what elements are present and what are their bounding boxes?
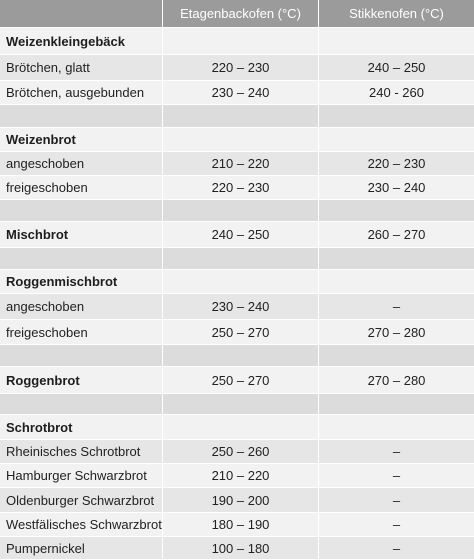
etagen-value: 180 – 190 (163, 513, 319, 536)
etagen-value (163, 394, 319, 414)
table-row (0, 222, 474, 248)
row-label: freigeschoben (0, 320, 163, 344)
stikken-value (319, 128, 474, 151)
etagen-value: 210 – 220 (163, 152, 319, 175)
stikken-value: 260 – 270 (367, 227, 426, 242)
stikken-value (319, 248, 474, 269)
table-row (0, 128, 474, 152)
table-header (0, 0, 474, 28)
table-spacer-row (0, 105, 474, 128)
table-row (0, 367, 474, 394)
row-label (0, 345, 163, 366)
stikken-value: 240 – 250 (367, 60, 426, 75)
stikken-value (319, 270, 474, 293)
row-label: Mischbrot (0, 222, 163, 247)
table-row (0, 152, 474, 176)
etagen-value: 250 – 270 (163, 367, 319, 393)
etagen-value (163, 270, 319, 293)
table-spacer-row (0, 345, 474, 367)
table-row (0, 320, 474, 345)
row-label: Brötchen, glatt (0, 55, 163, 80)
row-label: Pumpernickel (0, 537, 163, 559)
stikken-value: – (392, 468, 401, 483)
stikken-value (319, 105, 474, 127)
row-label (0, 248, 163, 269)
stikken-value (319, 200, 474, 221)
etagen-value (163, 345, 319, 366)
table-spacer-row (0, 248, 474, 270)
stikken-value: 240 - 260 (369, 85, 424, 100)
etagen-value: 210 – 220 (163, 464, 319, 487)
table-row (0, 513, 474, 537)
table-row (0, 464, 474, 488)
row-label: Schrotbrot (0, 415, 163, 439)
stikken-value (319, 415, 474, 439)
header-stikkenofen: Stikkenofen (°C) (349, 6, 444, 21)
table-row (0, 488, 474, 513)
header-label-column (0, 0, 163, 27)
stikken-value: – (392, 444, 401, 459)
table-row (0, 176, 474, 200)
etagen-value: 230 – 240 (163, 81, 319, 104)
row-label: Westfälisches Schwarzbrot (0, 513, 163, 536)
etagen-value: 220 – 230 (163, 176, 319, 199)
row-label (0, 105, 163, 127)
table-row (0, 415, 474, 440)
stikken-value (319, 394, 474, 414)
table-spacer-row (0, 200, 474, 222)
row-label: angeschoben (0, 152, 163, 175)
etagen-value (163, 415, 319, 439)
stikken-value: 270 – 280 (367, 324, 426, 340)
etagen-value (163, 105, 319, 127)
etagen-value (163, 28, 319, 54)
row-label: Rheinisches Schrotbrot (0, 440, 163, 463)
row-label: freigeschoben (0, 176, 163, 199)
etagen-value (163, 200, 319, 221)
etagen-value: 230 – 240 (163, 294, 319, 319)
etagen-value: 240 – 250 (163, 222, 319, 247)
row-label: angeschoben (0, 294, 163, 319)
header-etagenbackofen: Etagenbackofen (°C) (163, 0, 319, 27)
row-label: Oldenburger Schwarzbrot (0, 488, 163, 512)
stikken-value: – (392, 492, 401, 508)
stikken-value (319, 28, 474, 54)
etagen-value (163, 248, 319, 269)
stikken-value: – (392, 517, 401, 532)
stikken-value: 230 – 240 (367, 180, 426, 195)
stikken-value (319, 345, 474, 366)
row-label: Roggenbrot (0, 367, 163, 393)
table-row (0, 81, 474, 105)
etagen-value: 190 – 200 (163, 488, 319, 512)
row-label: Hamburger Schwarzbrot (0, 464, 163, 487)
etagen-value: 100 – 180 (163, 537, 319, 559)
table-row (0, 537, 474, 560)
table-row (0, 294, 474, 320)
row-label: Weizenbrot (0, 128, 163, 151)
etagen-value: 220 – 230 (163, 55, 319, 80)
stikken-value: – (392, 299, 401, 314)
table-row (0, 28, 474, 55)
row-label: Brötchen, ausgebunden (0, 81, 163, 104)
table-row (0, 270, 474, 294)
stikken-value: 220 – 230 (367, 156, 426, 171)
table-spacer-row (0, 394, 474, 415)
table-row (0, 55, 474, 81)
row-label (0, 200, 163, 221)
etagen-value: 250 – 260 (163, 440, 319, 463)
row-label: Weizenkleingebäck (0, 28, 163, 54)
row-label: Roggenmischbrot (0, 270, 163, 293)
etagen-value: 250 – 270 (163, 320, 319, 344)
table-row (0, 440, 474, 464)
row-label (0, 394, 163, 414)
stikken-value: – (392, 540, 401, 556)
stikken-value: 270 – 280 (367, 372, 426, 388)
etagen-value (163, 128, 319, 151)
